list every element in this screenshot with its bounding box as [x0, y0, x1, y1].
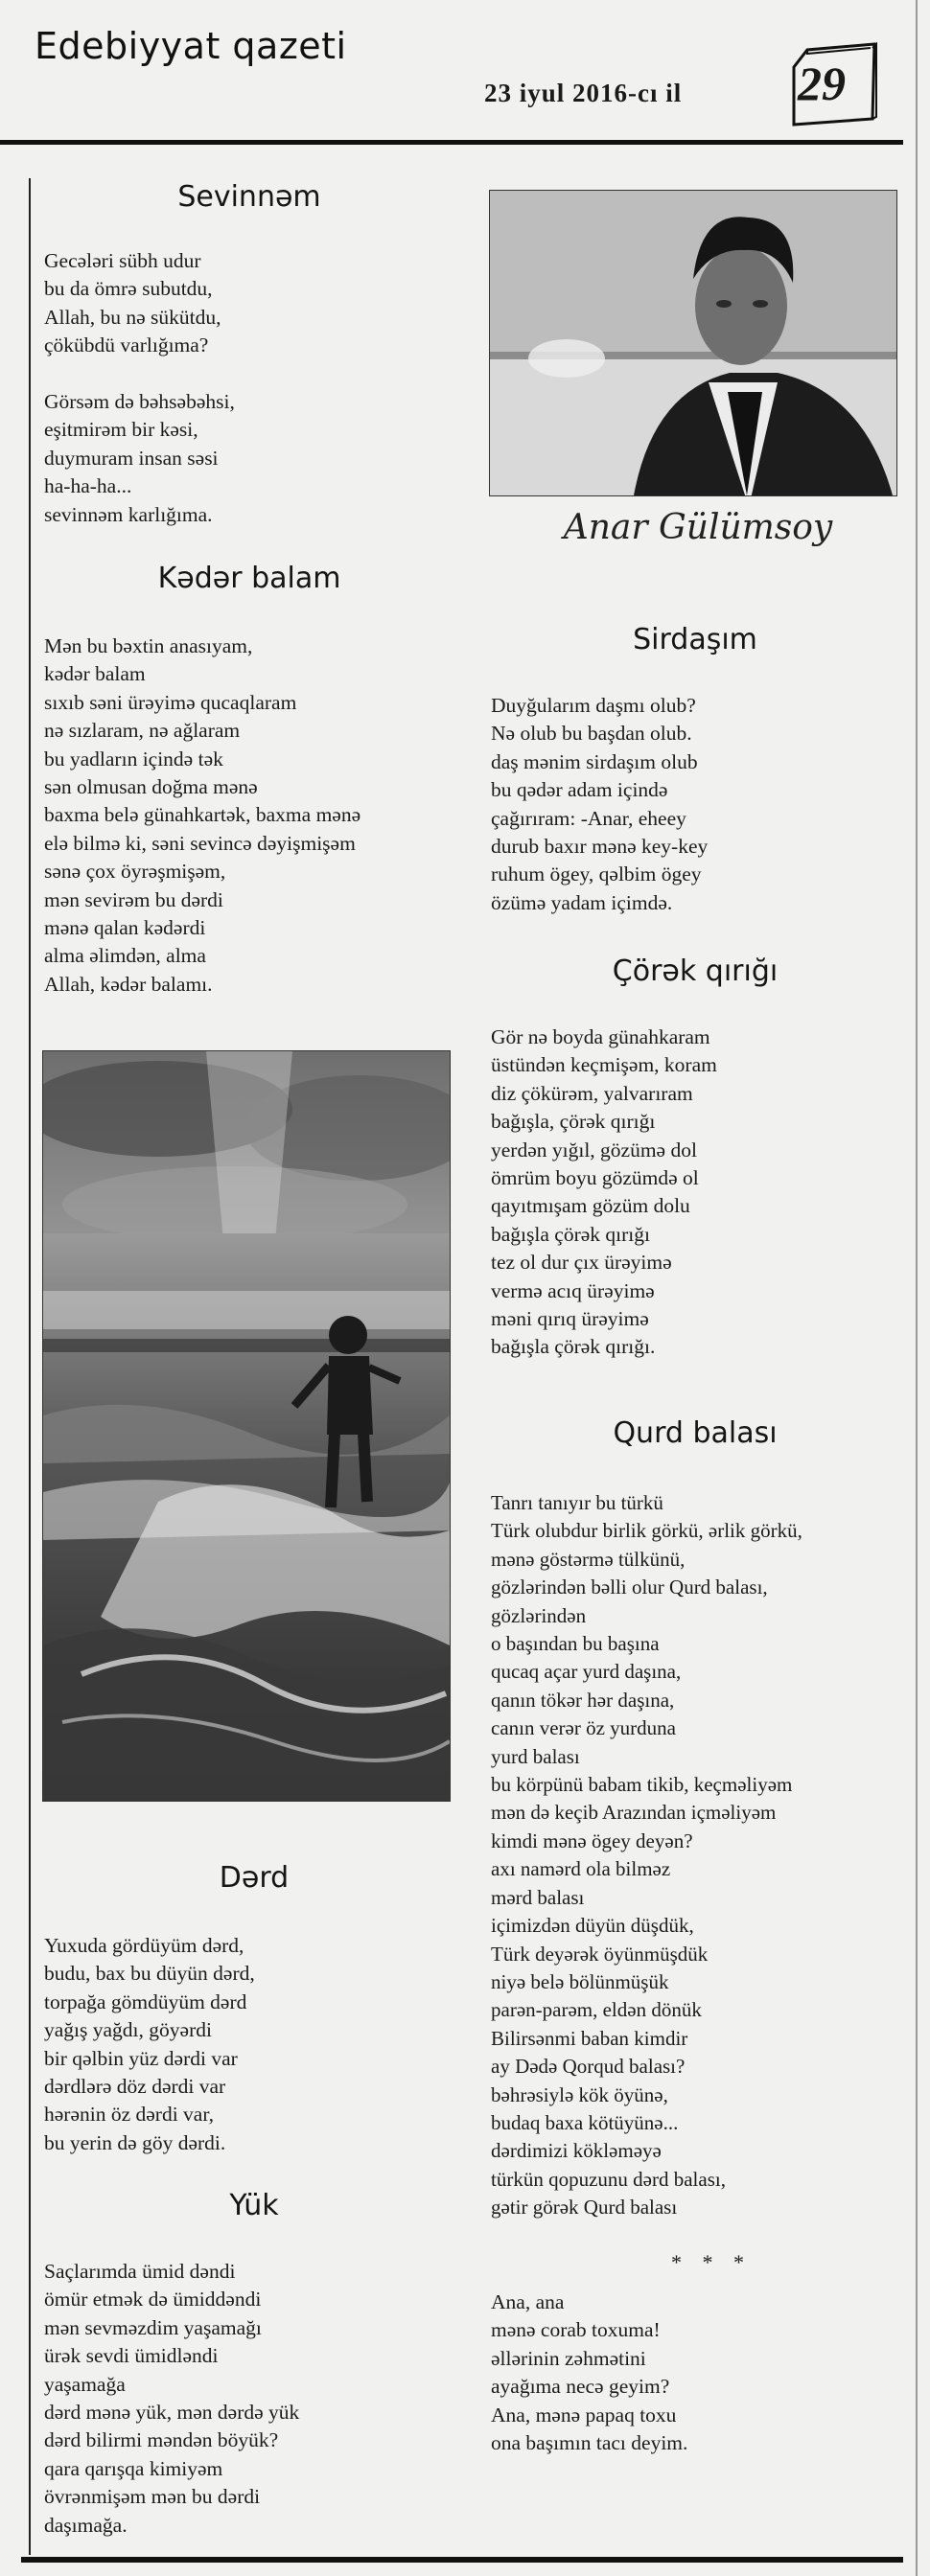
left-column-rule: [29, 178, 31, 2555]
poem-text-sevinnem: Gecələri sübh udur bu da ömrə subutdu, Allah, bu nə sükütdu, çökübdü varlığıma? Görsəm də bəhsəbəhsi, eşitmirəm bir kəsi, duymuram insan səsi ha-ha-ha... sevinnəm karlığıma.: [44, 249, 235, 526]
top-rule: [0, 140, 903, 145]
poem-text-keder-balam: Mən bu bəxtin anasıyam, kədər balam sıxıb səni ürəyimə qucaqlaram nə sızlaram, nə ağlaram bu yadların içində tək sən olmusan doğma mənə baxma belə günahkartək, baxma mənə elə bilmə ki, səni sevincə dəyişmişəm sənə çox öyrəşmişəm, mən sevirəm bu dərdi mənə qalan kədərdi alma əlimdən, alma Allah, kədər balamı.: [44, 634, 361, 996]
poem-text-corek-qirigi: Gör nə boyda günahkaram üstündən keçmişəm, koram diz çökürəm, yalvarıram bağışla, çörək qırığı yerdən yığıl, gözümə dol ömrüm boyu gözümdə ol qayıtmışam gözüm dolu bağışla çörək qırığı tez ol dur çıx ürəyimə vermə acıq ürəyimə məni qırıq ürəyimə bağışla çörək qırığı.: [491, 1025, 717, 1359]
page-number-badge: [788, 38, 880, 130]
poem-title-yuk: Yük: [229, 2189, 279, 2222]
page-edge: [916, 0, 918, 2576]
child-at-sea-painting: [42, 1050, 451, 1802]
poem-text-ana-ana: Ana, ana mənə corab toxuma! əllərinin zəhmətini ayağıma necə geyim? Ana, mənə papaq toxu ona başımın tacı deyim.: [491, 2290, 688, 2455]
poem-title-keder-balam: Kədər balam: [157, 562, 341, 595]
poem-text-qurd-balasi: Tanrı tanıyır bu türkü Türk olubdur birlik görkü, ərlik görkü, mənə göstərmə tülkünü, gözlərindən bəlli olur Qurd balası, gözlərindən o başından bu başına qucaq açar yurd daşına, qanın tökər hər daşına, canın verər öz yurduna yurd balası bu körpünü babam tikib, keçməliyəm mən də keçib Arazından içməliyəm kimdi mənə ögey deyən? axı namərd ola bilməz mərd balası içimizdən düyün düşdük, Türk deyərək öyünmüşdük niyə belə bölünmüşük parən-parəm, eldən dönük Bilirsənmi baban kimdir ay Dədə Qorqud balası? bəhrəsiylə kök öyünə, budaq baxa kötüyünə... dərdimizi kökləməyə türkün qopuzunu dərd balası, gətir görək Qurd balası: [491, 1491, 802, 2220]
bottom-rule: [21, 2557, 903, 2563]
poem-text-yuk: Saçlarımda ümid dəndi ömür etmək də ümiddəndi mən sevməzdim yaşamağı ürək sevdi ümidləndi yaşamağa dərd mənə yük, mən dərdə yük dərd bilirmi məndən böyük? qara qarışqa kimiyəm övrənmişəm mən bu dərdi daşımağa.: [44, 2260, 300, 2537]
poem-text-sirdasim: Duyğularım daşmı olub? Nə olub bu başdan olub. daş mənim sirdaşım olub bu qədər adam içində çağırıram: -Anar, eheey durub baxır mənə key-key ruhum ögey, qəlbim ögey özümə yadam içimdə.: [491, 694, 709, 914]
poem-title-sevinnem: Sevinnəm: [177, 180, 321, 214]
poem-title-qurd-balasi: Qurd balası: [613, 1416, 778, 1450]
author-photo: [489, 190, 897, 496]
header-newspaper-title: Edebiyyat qazeti: [35, 25, 347, 67]
header-date: 23 iyul 2016-cı il: [484, 79, 683, 107]
page-number: 29: [798, 57, 846, 110]
poem-title-derd: Dərd: [219, 1861, 290, 1895]
poem-title-corek-qirigi: Çörək qırığı: [612, 954, 779, 988]
poem-text-derd: Yuxuda gördüyüm dərd, budu, bax bu düyün dərd, torpağa gömdüyüm dərd yağış yağdı, göyərdi bir qəlbin yüz dərdi var dərdlərə döz dərdi var hərənin öz dərdi var, bu yerin də göy dərdi.: [44, 1934, 255, 2154]
untitled-poem-stars: * * *: [671, 2250, 752, 2274]
poem-title-sirdasim: Sirdaşım: [633, 623, 757, 656]
author-name: Anar Gülümsoy: [563, 508, 833, 547]
